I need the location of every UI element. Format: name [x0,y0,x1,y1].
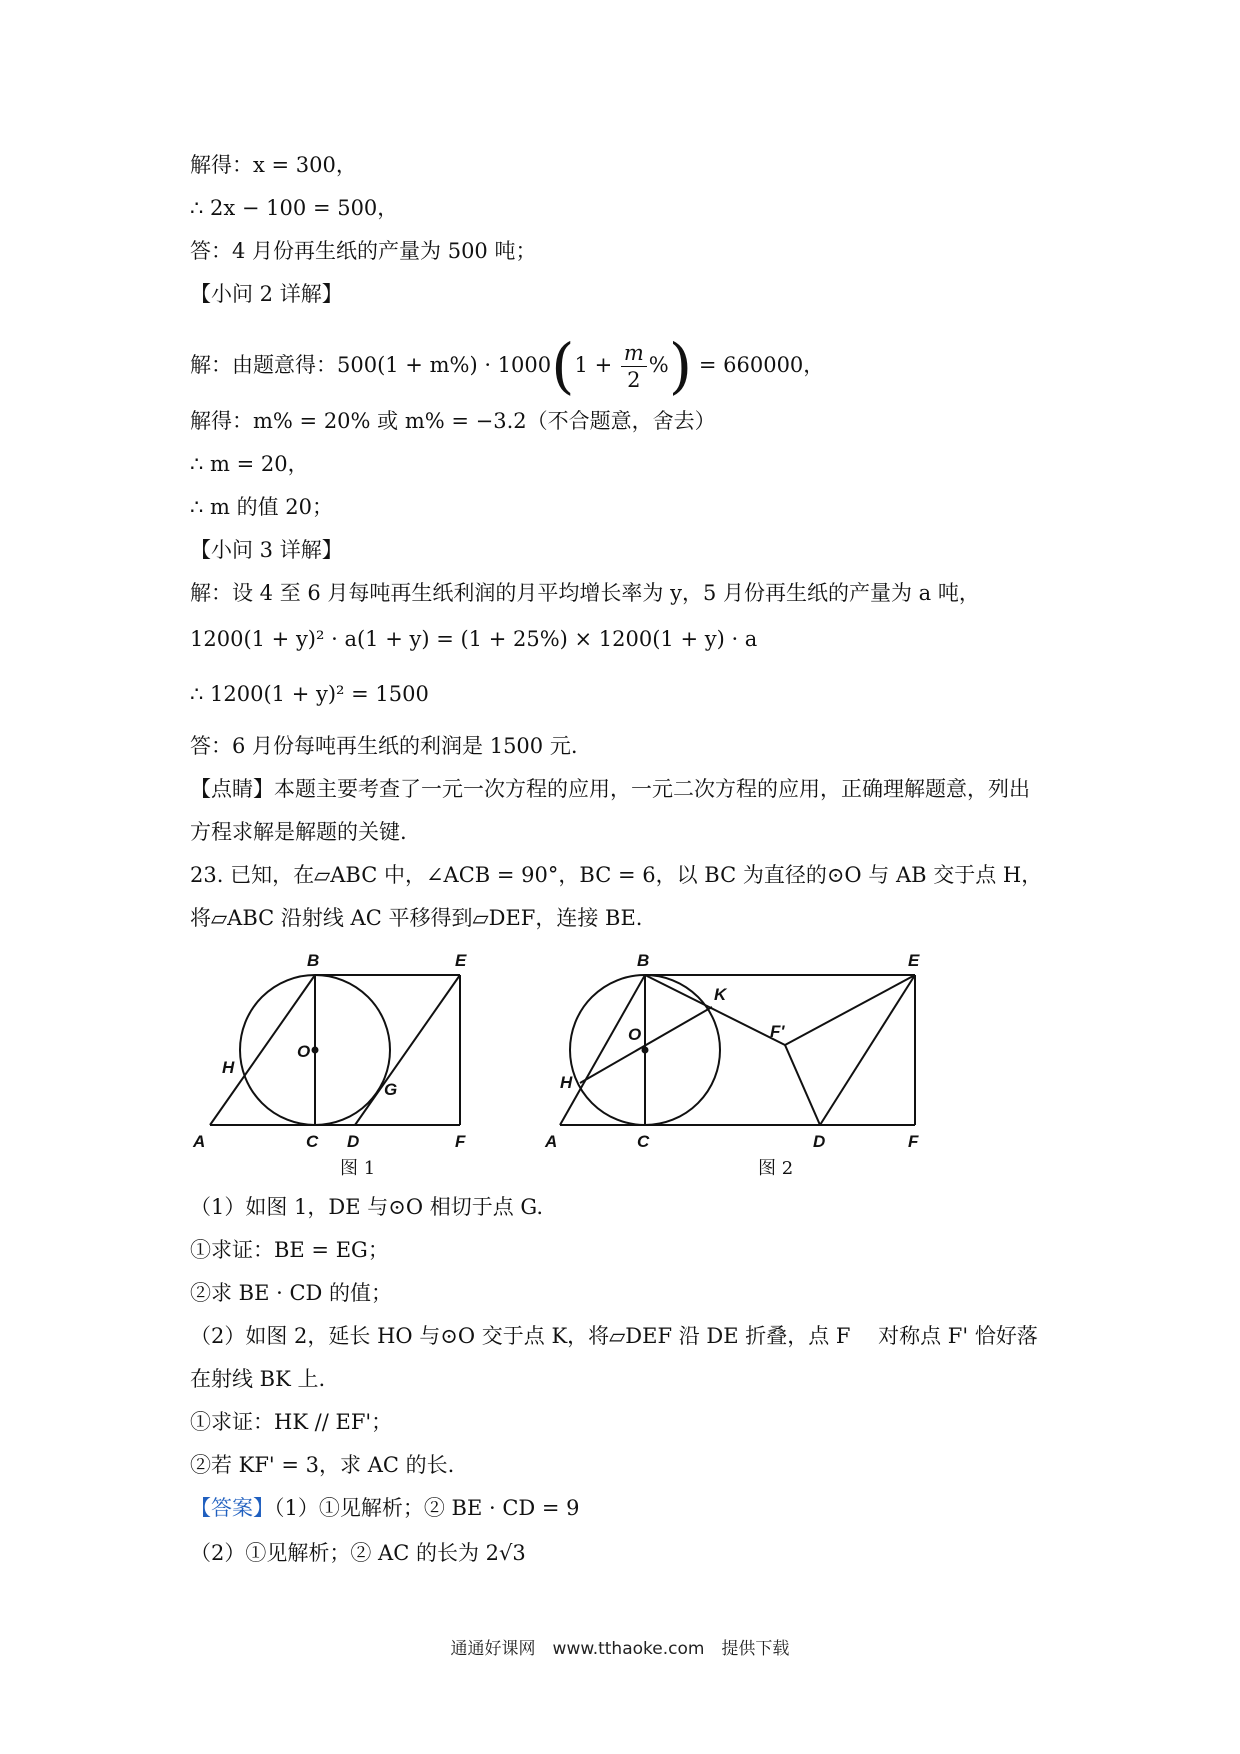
text-line-13: 答：6 月份每吨再生纸的利润是 1500 元. [190,734,578,758]
fig2-label-f-prime: F' [770,1022,785,1041]
fig2-segment-df-prime [785,1045,820,1125]
page-footer: 通通好课网 www.tthaoke.com 提供下载 [450,1639,790,1659]
answer-part1: （1）①见解析；② BE · CD = 9 [274,1496,580,1520]
fig2-label-h: H [560,1073,573,1092]
equation-left: 解：由题意得：500(1 + m%) · 1000 [190,353,552,377]
fig1-label-f: F [455,1132,466,1151]
text-line-15: 方程求解是解题的关键. [190,820,407,844]
fig1-label-o: O [297,1042,311,1061]
problem-23-part2-cont: 在射线 BK 上. [190,1367,326,1391]
text-line-3: 答：4 月份再生纸的产量为 500 吨； [190,239,537,263]
fig2-label-d: D [813,1132,826,1151]
figure-2 [544,951,920,1179]
fig2-segment-ef-prime [785,975,915,1045]
text-line-10: 解：设 4 至 6 月每吨再生纸利润的月平均增长率为 y，5 月份再生纸的产量为 a 吨， [190,581,980,605]
fig1-label-g: G [384,1080,398,1099]
problem-23-part1: （1）如图 1，DE 与⊙O 相切于点 G. [190,1195,544,1219]
equation-right: = 660000， [698,353,825,377]
fig1-label-h: H [222,1058,235,1077]
fig2-segment-ab [560,975,645,1125]
equation-line-11: 1200(1 + y)² · a(1 + y) = (1 + 25%) × 1200(1 + y) · a [190,627,758,651]
answer-line-2: （2）①见解析；② AC 的长为 2√3 [190,1541,526,1565]
fig1-label-a: A [193,1132,206,1151]
fig1-label-e: E [455,951,467,970]
equation-line-q2: 解：由题意得：500(1 + m%) · 1000(1 + $\frac{m}{2}$ %) = 660000， [190,331,825,402]
fig2-point-o [643,1048,648,1053]
fig1-label-c: C [306,1132,319,1151]
fraction-numerator: m [621,340,647,367]
fig2-label-f: F [908,1132,919,1151]
right-paren: ) [668,331,693,402]
fig1-point-o [313,1048,318,1053]
fig2-label-e: E [908,951,920,970]
fig2-caption: 图 2 [758,1158,794,1179]
text-line-7: ∴ m = 20， [190,452,309,476]
left-paren: ( [551,331,575,402]
fig2-segment-de [820,975,915,1125]
fig1-label-d: D [347,1132,360,1151]
answer-tag: 【答案】 [190,1496,274,1520]
text-line-1: 解得：x = 300， [190,153,357,177]
fig1-caption: 图 1 [340,1158,376,1179]
fraction [621,340,647,393]
fig2-label-k: K [714,985,727,1004]
problem-23-line-2: 将▱ABC 沿射线 AC 平移得到▱DEF，连接 BE. [190,906,643,930]
section-header-q3: 【小问 3 详解】 [190,538,343,562]
fraction-denominator: 2 [627,368,641,392]
problem-23-part1-q1: ①求证：BE = EG； [190,1238,389,1262]
answer-line-1 [190,1493,580,1523]
figure-1 [192,951,467,1179]
text-line-6: 解得：m% = 20% 或 m% = −3.2（不合题意，舍去） [190,409,716,433]
fig1-segment-de [355,975,460,1125]
problem-23-part2-q1: ①求证：HK // EF'； [190,1410,393,1434]
fig2-label-a: A [545,1132,558,1151]
fig2-label-o: O [628,1025,642,1044]
text-line-2: ∴ 2x − 100 = 500， [190,196,399,220]
problem-23-part2: （2）如图 2，延长 HO 与⊙O 交于点 K，将▱DEF 沿 DE 折叠，点 F 对称点 F' 恰好落 [190,1324,1038,1348]
fig1-label-b: B [307,951,320,970]
fig2-label-c: C [637,1132,650,1151]
geometry-figures [0,940,1240,1180]
text-line-8: ∴ m 的值 20； [190,495,334,519]
equation-line-12: ∴ 1200(1 + y)² = 1500 [190,682,429,706]
fig2-label-b: B [637,951,650,970]
text-line-14: 【点睛】本题主要考查了一元一次方程的应用，一元二次方程的应用，正确理解题意，列出 [190,777,1030,801]
problem-23-part1-q2: ②求 BE · CD 的值； [190,1281,393,1305]
section-header-q2: 【小问 2 详解】 [190,282,343,306]
problem-23-line-1: 23. 已知，在▱ABC 中，∠ACB = 90°，BC = 6，以 BC 为直径的⊙O 与 AB 交于点 H， [190,863,1043,887]
problem-23-part2-q2: ②若 KF' = 3，求 AC 的长. [190,1453,455,1477]
